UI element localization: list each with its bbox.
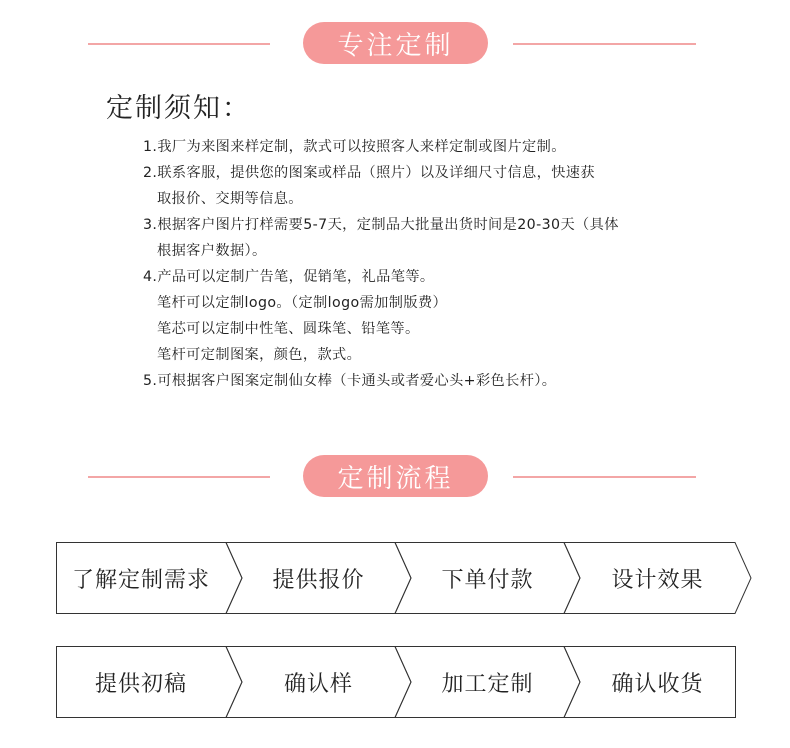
- notice-line: 笔芯可以定制中性笔、圆珠笔、铅笔等。: [157, 321, 420, 337]
- divider-left: [88, 43, 270, 45]
- step-production: 加工定制: [441, 671, 534, 697]
- step-first-draft: 提供初稿: [94, 671, 187, 697]
- process-row-1: [56, 542, 736, 614]
- step-understand-needs: 了解定制需求: [71, 567, 210, 593]
- process-row-2: [56, 646, 736, 718]
- notice-line: 笔杆可以定制logo。（定制logo需加制版费）: [157, 295, 448, 311]
- banner-pill: 专注定制: [303, 22, 488, 64]
- notice-list: [143, 134, 743, 394]
- banner-process: [0, 453, 790, 503]
- notice-line: 4.产品可以定制广告笔，促销笔，礼品笔等。: [143, 269, 435, 285]
- step-confirm-receipt: 确认收货: [611, 671, 704, 697]
- divider-left: [88, 476, 270, 478]
- banner-pill: 定制流程: [303, 455, 488, 497]
- step-confirm-sample: 确认样: [283, 671, 353, 697]
- notice-line: 1.我厂为来图来样定制，款式可以按照客人来样定制或图片定制。: [143, 139, 566, 155]
- notice-line: 笔杆可定制图案，颜色，款式。: [157, 347, 362, 363]
- notice-line: 取报价、交期等信息。: [157, 191, 303, 207]
- step-quote: 提供报价: [272, 567, 365, 593]
- notice-line: 5.可根据客户图案定制仙女棒（卡通头或者爱心头+彩色长杆）。: [143, 373, 557, 389]
- divider-right: [513, 476, 696, 478]
- step-order-pay: 下单付款: [441, 567, 534, 593]
- notice-line: 根据客户数据）。: [157, 243, 267, 259]
- notice-line: 3.根据客户图片打样需要5-7天，定制品大批量出货时间是20-30天（具体: [143, 217, 619, 233]
- banner-custom: [0, 20, 790, 70]
- notice-title: 定制须知：: [106, 93, 251, 124]
- divider-right: [513, 43, 696, 45]
- notice-line: 2.联系客服，提供您的图案或样品（照片）以及详细尺寸信息，快速获: [143, 165, 595, 181]
- step-design-effect: 设计效果: [611, 567, 704, 593]
